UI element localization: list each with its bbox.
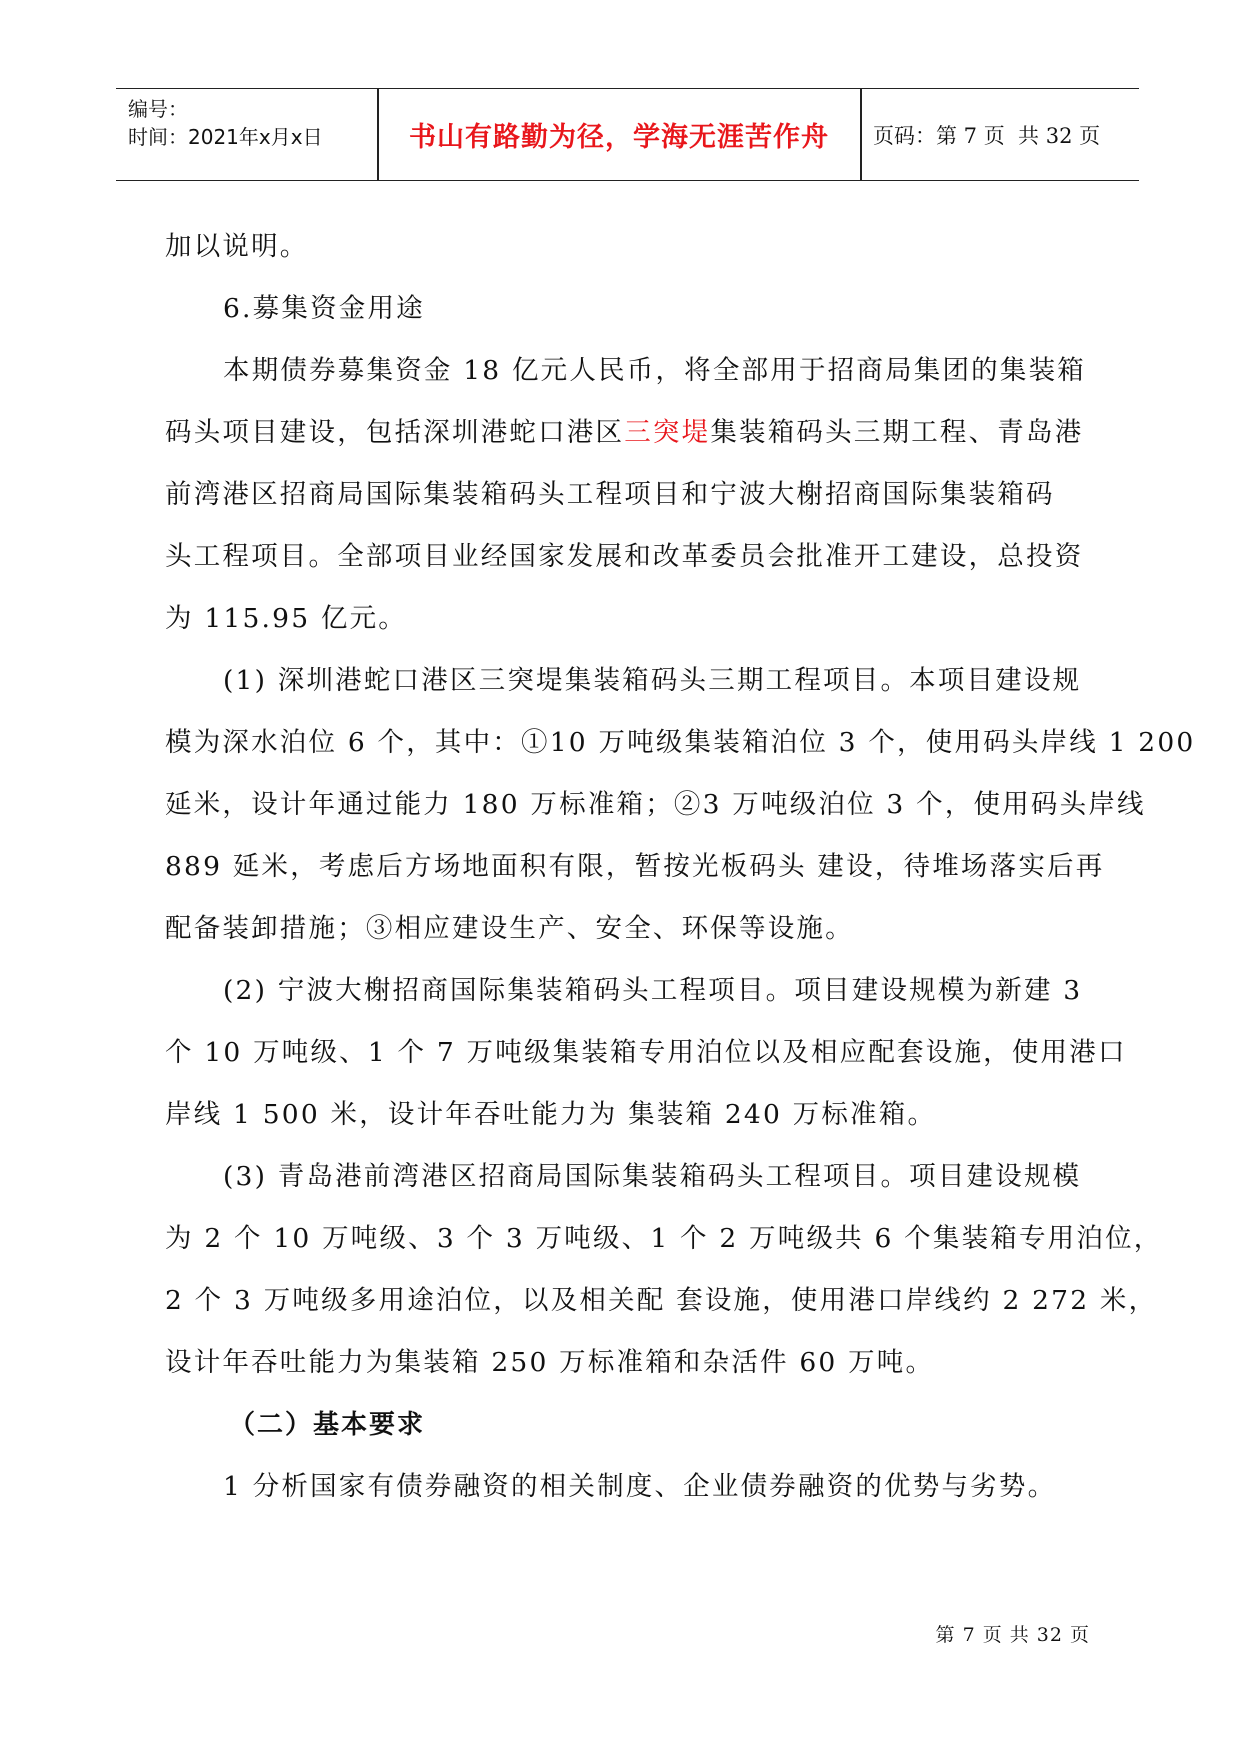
paragraph-line: 889 延米，考虑后方场地面积有限，暂按光板码头 建设，待堆场落实后再 [165, 851, 1105, 882]
paragraph-line: 延米，设计年通过能力 180 万标准箱；②3 万吨级泊位 3 个，使用码头岸线 [165, 789, 1146, 820]
paragraph-line: 为 115.95 亿元。 [165, 603, 407, 634]
paragraph-line: 本期债券募集资金 18 亿元人民币，将全部用于招商局集团的集装箱 [223, 355, 1086, 386]
section-title-6: 6.募集资金用途 [223, 293, 425, 324]
paragraph-line: (2) 宁波大榭招商国际集装箱码头工程项目。项目建设规模为新建 3 [223, 975, 1083, 1006]
document-time-label: 时间：2021年x月x日 [128, 125, 323, 149]
paragraph-line: 头工程项目。全部项目业经国家发展和改革委员会批准开工建设，总投资 [165, 541, 1084, 572]
text-span: 集装箱码头三期工程、青岛港 [710, 417, 1084, 448]
document-header [116, 88, 1139, 181]
paragraph-line: 加以说明。 [165, 231, 309, 262]
header-divider-right [860, 89, 862, 180]
highlighted-text: 三突堤 [624, 417, 711, 448]
paragraph-line: 岸线 1 500 米，设计年吞吐能力为 集装箱 240 万标准箱。 [165, 1099, 937, 1130]
header-meta [128, 95, 323, 151]
paragraph-line: 前湾港区招商局国际集装箱码头工程项目和宁波大榭招商国际集装箱码 [165, 479, 1055, 510]
document-body [165, 216, 1196, 1518]
header-page-number: 页码：第 7 页 共 32 页 [873, 123, 1101, 148]
paragraph-line: 为 2 个 10 万吨级、3 个 3 万吨级、1 个 2 万吨级共 6 个集装箱专用泊位， [165, 1223, 1163, 1254]
paragraph-line: (1) 深圳港蛇口港区三突堤集装箱码头三期工程项目。本项目建设规 [223, 665, 1082, 696]
paragraph-line: 个 10 万吨级、1 个 7 万吨级集装箱专用泊位以及相应配套设施，使用港口 [165, 1037, 1127, 1068]
paragraph-line: 配备装卸措施；③相应建设生产、安全、环保等设施。 [165, 913, 854, 944]
paragraph-line [165, 402, 1095, 464]
header-motto: 书山有路勤为径，学海无涯苦作舟 [409, 122, 829, 153]
document-number-label: 编号： [128, 97, 188, 121]
paragraph-line: 1 分析国家有债券融资的相关制度、企业债券融资的优势与劣势。 [223, 1471, 1057, 1502]
text-span: 码头项目建设，包括深圳港蛇口港区 [165, 417, 625, 448]
page-footer: 第 7 页 共 32 页 [935, 1624, 1090, 1646]
paragraph-line: 设计年吞吐能力为集装箱 250 万标准箱和杂活件 60 万吨。 [165, 1347, 935, 1378]
paragraph-line: 模为深水泊位 6 个，其中：①10 万吨级集装箱泊位 3 个，使用码头岸线 1 200 [165, 727, 1196, 758]
section-heading: （二）基本要求 [229, 1410, 426, 1440]
paragraph-line: (3) 青岛港前湾港区招商局国际集装箱码头工程项目。项目建设规模 [223, 1161, 1082, 1192]
paragraph-line: 2 个 3 万吨级多用途泊位，以及相关配 套设施，使用港口岸线约 2 272 米， [165, 1285, 1158, 1316]
